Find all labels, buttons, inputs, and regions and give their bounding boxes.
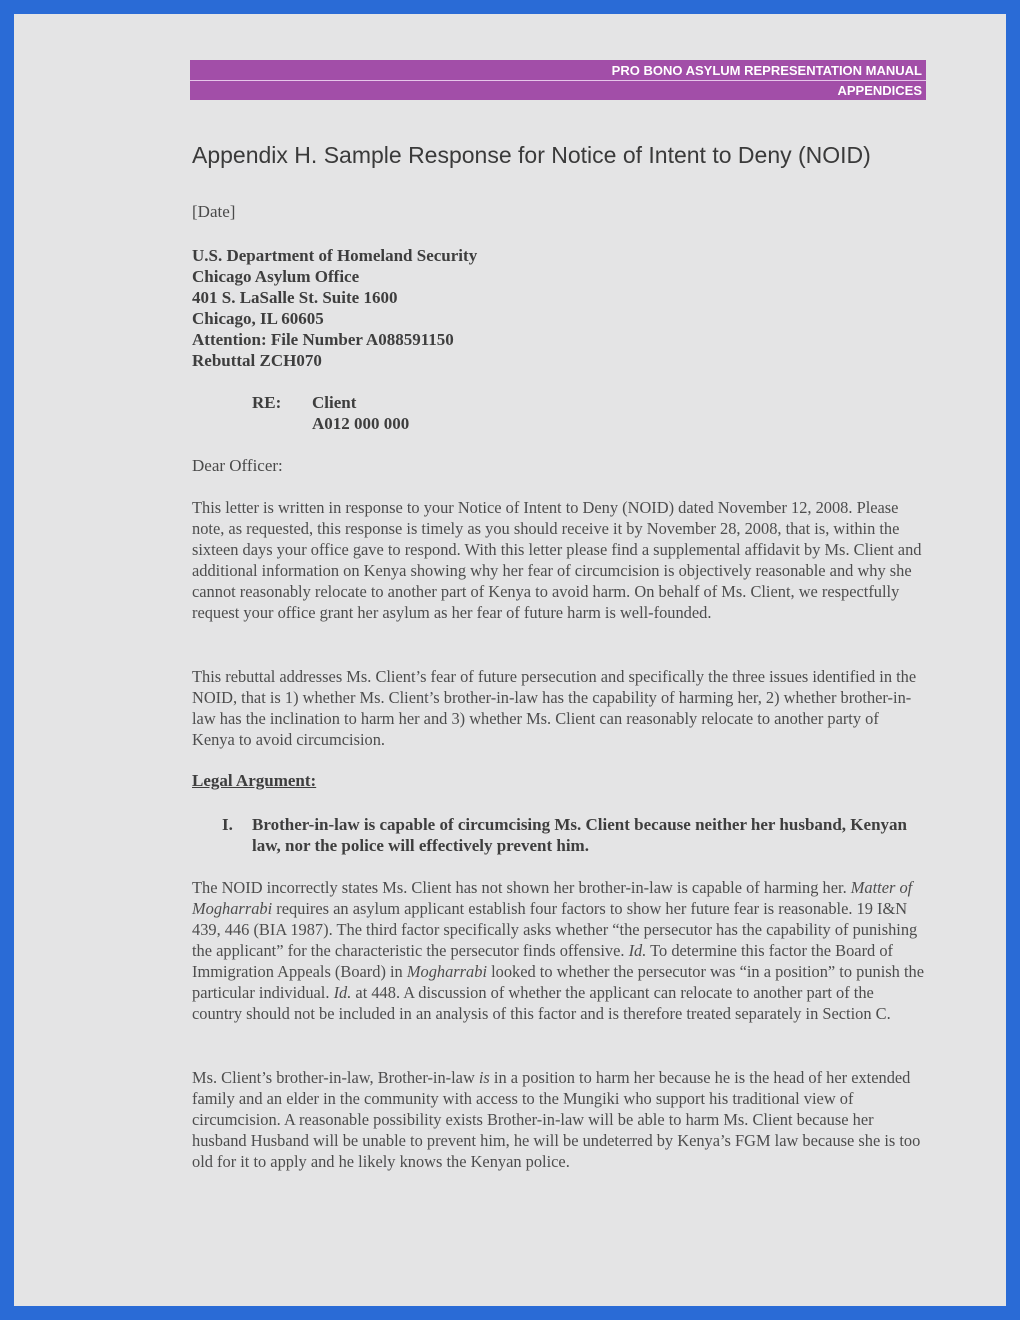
case-citation: Matter of Mogharrabi [192, 878, 913, 918]
banner-manual-title: PRO BONO ASYLUM REPRESENTATION MANUAL [611, 63, 922, 78]
address-line: Chicago, IL 60605 [192, 309, 324, 328]
header-banner [190, 60, 926, 100]
salutation: Dear Officer: [192, 456, 283, 475]
case-citation: Mogharrabi [406, 962, 487, 981]
re-block [252, 392, 409, 434]
id-citation: Id. [333, 983, 352, 1002]
paragraph-position-to-harm: Ms. Client’s brother-in-law, Brother-in-law is in a position to harm her because he is the head of her extended family and an elder in the community with access to the Mungiki who support his traditional view of circumcision. A reasonable possibility exists Brother-in-law will be able to harm Ms. Client because her husband Husband will be unable to prevent him, he will be undeterred by Kenya’s FGM law because she is too old for it to apply and he likely knows the Kenyan police. [192, 1068, 921, 1171]
address-line: U.S. Department of Homeland Security [192, 246, 478, 265]
letter-date: [Date] [192, 202, 236, 221]
point-number: I. [222, 815, 233, 834]
re-file-number: A012 000 000 [312, 414, 410, 433]
re-client-name: Client [312, 393, 357, 412]
id-citation: Id. [628, 941, 647, 960]
address-line: Attention: File Number A088591150 [192, 330, 454, 349]
legal-argument-heading: Legal Argument: [192, 771, 317, 790]
paragraph-intro: This letter is written in response to your Notice of Intent to Deny (NOID) dated November 12, 2008. Please note, as requested, this response is timely as you should receive it by November 28, 2008, that is, within the sixteen days your office gave to respond. With this letter please find a supplemental affidavit by Ms. Client and additional information on Kenya showing why her fear of circumcision is objectively reasonable and why she cannot reasonably relocate to another part of Kenya to avoid harm. On behalf of Ms. Client, we respectfully request your office grant her asylum as her fear of future harm is well-founded. [192, 498, 922, 622]
argument-point-heading [222, 814, 922, 856]
emphasis: is [478, 1068, 490, 1087]
document-page [14, 14, 1006, 1306]
address-line: 401 S. LaSalle St. Suite 1600 [192, 288, 398, 307]
point-text: Brother-in-law is capable of circumcising Ms. Client because neither her husband, Kenyan law, nor the police will effectively prevent him. [252, 815, 907, 855]
address-line: Chicago Asylum Office [192, 267, 360, 286]
address-line: Rebuttal ZCH070 [192, 351, 322, 370]
banner-section: APPENDICES [837, 83, 922, 98]
re-label: RE: [252, 393, 282, 412]
page-title: Appendix H. Sample Response for Notice of Intent to Deny (NOID) [192, 142, 871, 168]
paragraph-capability: The NOID incorrectly states Ms. Client has not shown her brother-in-law is capable of harming her. Matter of Mogharrabi requires an asylum applicant establish four factors to show her future fear is reasonable. 19 I&N 439, 446 (BIA 1987). The third factor specifically asks whether “the persecutor has the capability of punishing the applicant” for the characteristic the persecutor finds offensive. Id. To determine this factor the Board of Immigration Appeals (Board) in Mogharrabi looked to whether the persecutor was “in a position” to punish the particular individual. Id. at 448. A discussion of whether the applicant can relocate to another part of the country should not be included in an analysis of this factor and is therefore treated separately in Section C. [192, 878, 924, 1023]
recipient-address [192, 245, 477, 371]
paragraph-issues: This rebuttal addresses Ms. Client’s fear of future persecution and specifically the three issues identified in the NOID, that is 1) whether Ms. Client’s brother-in-law has the capability of harming her, 2) whether brother-in-law has the inclination to harm her and 3) whether Ms. Client can reasonably relocate to another party of Kenya to avoid circumcision. [192, 667, 917, 749]
